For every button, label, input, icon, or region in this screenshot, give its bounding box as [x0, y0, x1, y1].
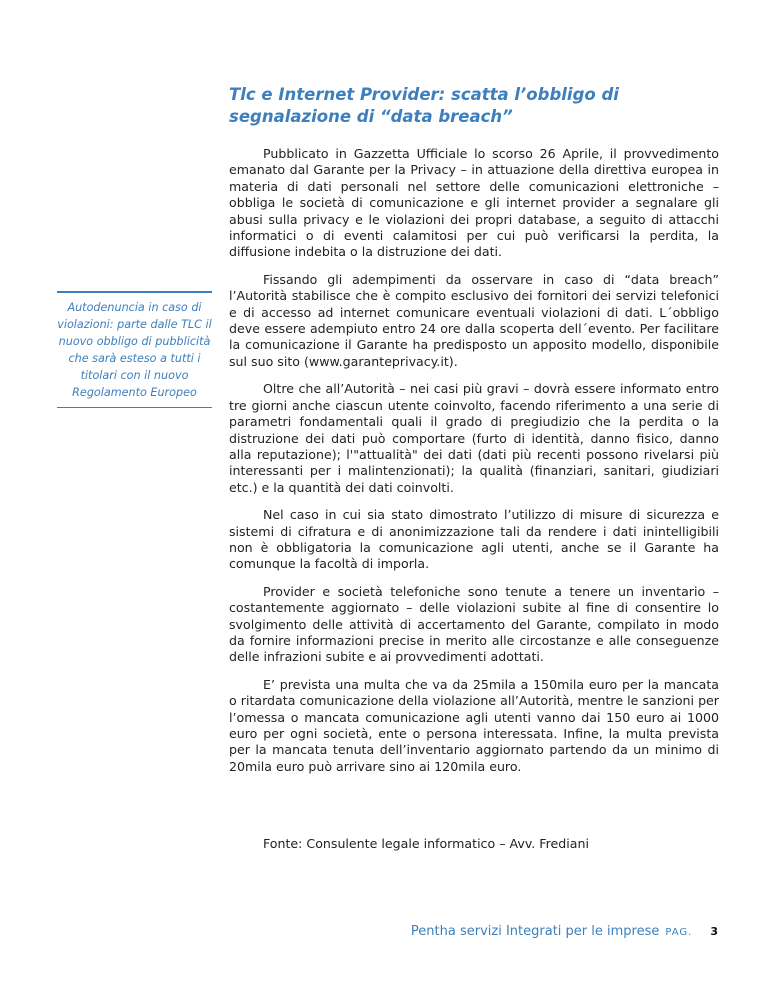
- sidebar-callout: [57, 291, 212, 408]
- paragraph-2: Fissando gli adempimenti da osservare in caso di “data breach” l’Autorità stabilisce che è compito esclusivo dei fornitori dei servizi telefonici e di accesso ad internet comunicare eventuali violazioni di dati. L´obbligo deve essere adempiuto entro 24 ore dalla scoperta dell´evento. Per facilitare la comunicazione il Garante ha predisposto un apposito modello, disponibile sul suo sito (www.garanteprivacy.it).: [229, 271, 719, 369]
- footer-company: Pentha servizi Integrati per le imprese: [410, 924, 660, 939]
- footer-page-number: 3: [710, 925, 718, 938]
- paragraph-3: Oltre che all’Autorità – nei casi più gravi – dovrà essere informato entro tre giorni anche ciascun utente coinvolto, facendo riferimento a una serie di parametri fondamentali quali il grado di pregiudizio che la perdita o la distruzione dei dati può comportare (furto di identità, danno fisico, danno alla reputazione); l'"attualità" dei dati (dati più recenti possono rivelarsi più interessanti per i malintenzionati); la qualità (finanziari, sanitari, giudiziari etc.) e la quantità dei dati coinvolti.: [229, 381, 719, 495]
- paragraph-1: Pubblicato in Gazzetta Ufficiale lo scorso 26 Aprile, il provvedimento emanato dal Garante per la Privacy – in attuazione della direttiva europea in materia di dati personali nel settore delle comunicazioni elettroniche – obbliga le società di comunicazione e gli internet provider a segnalare gli abusi sulla privacy e le violazioni dei propri database, a seguito di attacchi informatici o di eventi calamitosi per cui può verificarsi la perdita, la diffusione indebita o la distruzione dei dati.: [229, 146, 719, 260]
- article-body: [229, 146, 719, 786]
- paragraph-4: Nel caso in cui sia stato dimostrato l’utilizzo di misure di sicurezza e sistemi di cifratura e di anonimizzazione tali da rendere i dati inintelligibili non è obbligatoria la comunicazione agli utenti, anche se il Garante ha comunque la facoltà di imporla.: [229, 507, 719, 572]
- article-title: Tlc e Internet Provider: scatta l’obbligo di segnalazione di “data breach”: [229, 85, 619, 126]
- paragraph-6: E’ prevista una multa che va da 25mila a 150mila euro per la mancata o ritardata comunicazione della violazione all’Autorità, mentre le sanzioni per l’omessa o mancata comunicazione agli utenti vanno dai 150 euro ai 1000 euro per ogni società, ente o persona interessata. Infine, la multa prevista per la mancata tenuta dell’inventario aggiornato partendo da un minimo di 20mila euro può arrivare sino ai 120mila euro.: [229, 676, 719, 774]
- source-line: Fonte: Consulente legale informatico – Avv. Frediani: [263, 836, 589, 851]
- footer-page-label: PAG.: [665, 927, 693, 938]
- sidebar-callout-text: Autodenuncia in caso di violazioni: parte dalle TLC il nuovo obbligo di pubblicità che sarà esteso a tutti i titolari con il nuovo Regolamento Europeo: [57, 301, 212, 399]
- paragraph-5: Provider e società telefoniche sono tenute a tenere un inventario – costantemente aggiornato – delle violazioni subite al fine di consentire lo svolgimento delle attività di accertamento del Garante, compilato in modo da fornire informazioni precise in merito alle circostanze e alle conseguenze delle infrazioni subite e ai provvedimenti adottati.: [229, 583, 719, 665]
- page-footer: [411, 924, 718, 939]
